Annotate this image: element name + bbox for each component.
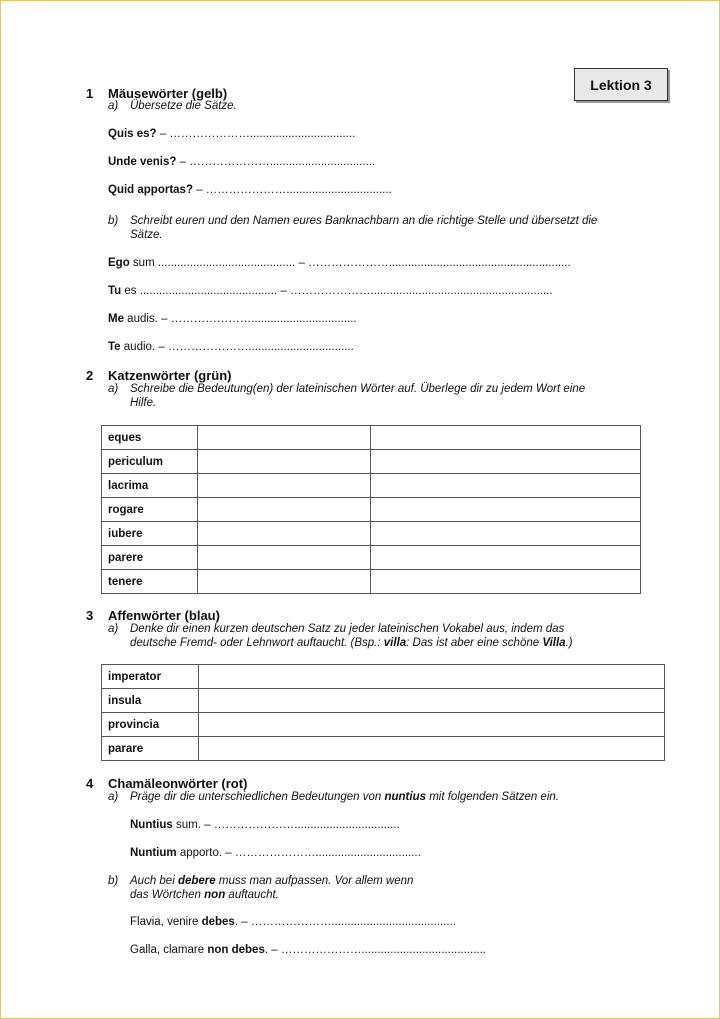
section-4a-instruction — [130, 791, 559, 803]
dash: – — [271, 944, 278, 956]
answer-line[interactable]: …………………................................. — [234, 847, 421, 859]
table-row — [102, 522, 641, 546]
sentence-latin: Quis es? — [108, 128, 157, 140]
hint-cell[interactable] — [371, 426, 641, 450]
dash: – — [241, 916, 248, 928]
hint-cell[interactable] — [371, 546, 641, 570]
table-row — [102, 713, 665, 737]
answer-line[interactable]: …………………................................. — [205, 184, 392, 196]
sentence-latin-bold: Nuntium — [130, 847, 177, 859]
sentence-quis-es — [108, 128, 355, 140]
sentence-latin-rest: Flavia, venire — [130, 916, 202, 928]
vocab-word: insula — [102, 689, 199, 713]
table-row — [102, 737, 665, 761]
instruction-text: Auch bei — [130, 875, 178, 887]
sentence-latin-rest: audio. — [120, 341, 156, 353]
sentence-cell[interactable] — [199, 737, 665, 761]
section-1a-instruction: Übersetze die Sätze. — [130, 100, 237, 112]
meaning-cell[interactable] — [198, 450, 371, 474]
vocab-word: tenere — [102, 570, 198, 594]
sentence-latin-bold: Me — [108, 313, 124, 325]
sentence-latin: Unde venis? — [108, 156, 177, 168]
sentence-galla — [130, 944, 486, 956]
answer-line[interactable]: …………………....................................... — [280, 944, 486, 956]
sentence-te-audio — [108, 341, 354, 353]
sentence-cell[interactable] — [199, 665, 665, 689]
section-1-number: 1 — [86, 86, 94, 101]
sentence-latin-rest: . — [264, 944, 269, 956]
instruction-text: auftaucht. — [225, 889, 279, 901]
instruction-text: mit folgenden Sätzen ein. — [426, 791, 559, 803]
section-3a-instruction-line2 — [130, 637, 573, 649]
dash: – — [225, 847, 232, 859]
sentence-ego-sum — [108, 257, 571, 269]
hint-cell[interactable] — [371, 570, 641, 594]
dash: – — [159, 128, 167, 140]
section-1a-letter: a) — [108, 100, 119, 112]
meaning-cell[interactable] — [198, 426, 371, 450]
vocab-word: parare — [102, 737, 199, 761]
section-3a-instruction-line1: Denke dir einen kurzen deutschen Satz zu jeder lateinischen Vokabel aus, indem das — [130, 623, 565, 635]
answer-line[interactable]: …………………................................. — [189, 156, 376, 168]
answer-line[interactable]: …………………................................. — [169, 128, 356, 140]
table-row — [102, 474, 641, 498]
meaning-cell[interactable] — [198, 570, 371, 594]
hint-cell[interactable] — [371, 474, 641, 498]
vocab-table-affen — [101, 664, 665, 761]
instruction-text: muss man aufpassen. Vor allem wenn — [215, 875, 414, 887]
section-2-number: 2 — [86, 368, 94, 383]
sentence-latin-bold: Ego — [108, 257, 130, 269]
hint-cell[interactable] — [371, 498, 641, 522]
vocab-word: parere — [102, 546, 198, 570]
dash: – — [196, 184, 203, 196]
instruction-text: das Wörtchen — [130, 889, 205, 901]
section-1b-instruction-line1: Schreibt euren und den Namen eures Banknachbarn an die richtige Stelle und übersetzt die — [130, 215, 598, 227]
instruction-text: Präge dir die unterschiedlichen Bedeutungen von — [130, 791, 385, 803]
meaning-cell[interactable] — [198, 474, 371, 498]
hint-cell[interactable] — [371, 450, 641, 474]
table-row — [102, 426, 641, 450]
sentence-latin-rest: audis. — [123, 313, 158, 325]
name-line[interactable]: ........................................... — [157, 257, 296, 269]
answer-line[interactable]: …………………................................. — [213, 819, 400, 831]
section-4b-instruction-line2 — [130, 889, 279, 901]
sentence-me-audis — [108, 313, 357, 325]
sentence-latin-bold: non debes — [207, 944, 265, 956]
sentence-latin-bold: debes — [201, 916, 235, 928]
sentence-latin: Quid apportas? — [108, 184, 193, 196]
meaning-cell[interactable] — [198, 498, 371, 522]
instruction-text: : Das ist aber eine schöne — [406, 637, 543, 649]
section-4b-instruction-line1 — [130, 875, 413, 887]
table-row — [102, 498, 641, 522]
name-line[interactable]: ........................................... — [139, 285, 278, 297]
sentence-latin-bold: Te — [108, 341, 121, 353]
section-4-number: 4 — [86, 776, 94, 791]
vocab-table-katzen — [101, 425, 641, 594]
table-row — [102, 689, 665, 713]
dash: – — [298, 257, 305, 269]
section-1-title: Mäusewörter (gelb) — [108, 86, 228, 101]
vocab-word: imperator — [102, 665, 199, 689]
sentence-nuntius-sum — [130, 819, 400, 831]
sentence-cell[interactable] — [199, 713, 665, 737]
vocab-word: iubere — [102, 522, 198, 546]
sentence-latin-bold: Tu — [108, 285, 122, 297]
dash: – — [280, 285, 287, 297]
vocab-word: periculum — [102, 450, 198, 474]
sentence-tu-es — [108, 285, 553, 297]
sentence-flavia — [130, 916, 456, 928]
section-4a-letter: a) — [108, 791, 119, 803]
sentence-unde-venis — [108, 156, 375, 168]
vocab-word: provincia — [102, 713, 199, 737]
meaning-cell[interactable] — [198, 522, 371, 546]
instruction-text: deutsche Fremd- oder Lehnwort auftaucht. (Bsp.: — [130, 637, 384, 649]
sentence-latin-rest: es — [121, 285, 137, 297]
sentence-latin-rest: Galla, clamare — [130, 944, 208, 956]
dash: – — [204, 819, 211, 831]
section-4-title: Chamäleonwörter (rot) — [108, 776, 248, 791]
section-2a-instruction-line2: Hilfe. — [130, 397, 157, 409]
table-row — [102, 546, 641, 570]
meaning-cell[interactable] — [198, 546, 371, 570]
answer-line[interactable]: …………………................................. — [170, 313, 357, 325]
vocab-word: eques — [102, 426, 198, 450]
sentence-latin-rest: sum — [129, 257, 155, 269]
sentence-cell[interactable] — [199, 689, 665, 713]
section-1b-letter: b) — [108, 215, 119, 227]
hint-cell[interactable] — [371, 522, 641, 546]
section-3-title: Affenwörter (blau) — [108, 608, 220, 623]
section-3-number: 3 — [86, 608, 94, 623]
example-german: Villa — [542, 637, 566, 649]
section-2a-letter: a) — [108, 383, 119, 395]
table-row — [102, 665, 665, 689]
table-row — [102, 570, 641, 594]
sentence-latin-rest: apporto. — [176, 847, 223, 859]
sentence-latin-bold: Nuntius — [130, 819, 173, 831]
dash: – — [161, 313, 168, 325]
dash: – — [179, 156, 186, 168]
sentence-quid-apportas — [108, 184, 392, 196]
sentence-latin-rest: sum. — [172, 819, 201, 831]
section-4b-letter: b) — [108, 875, 119, 887]
instruction-keyword: non — [204, 889, 226, 901]
vocab-word: lacrima — [102, 474, 198, 498]
answer-line[interactable]: …………………................................. — [167, 341, 354, 353]
table-row — [102, 450, 641, 474]
answer-line[interactable]: …………………....................................... — [250, 916, 456, 928]
section-2a-instruction-line1: Schreibe die Bedeutung(en) der lateinischen Wörter auf. Überlege dir zu jedem Wort eine — [130, 383, 586, 395]
example-latin: villa — [383, 637, 407, 649]
answer-line[interactable]: …………………......................................................... — [308, 257, 571, 269]
section-3a-letter: a) — [108, 623, 119, 635]
dash: – — [158, 341, 165, 353]
sentence-nuntium-apporto — [130, 847, 421, 859]
instruction-keyword: nuntius — [384, 791, 426, 803]
section-2-title: Katzenwörter (grün) — [108, 368, 232, 383]
sentence-latin-rest: . — [234, 916, 239, 928]
vocab-word: rogare — [102, 498, 198, 522]
section-1b-instruction-line2: Sätze. — [130, 229, 163, 241]
instruction-keyword: debere — [177, 875, 216, 887]
instruction-text: .) — [565, 637, 573, 649]
answer-line[interactable]: …………………......................................................... — [289, 285, 553, 297]
lesson-badge: Lektion 3 — [574, 68, 668, 101]
